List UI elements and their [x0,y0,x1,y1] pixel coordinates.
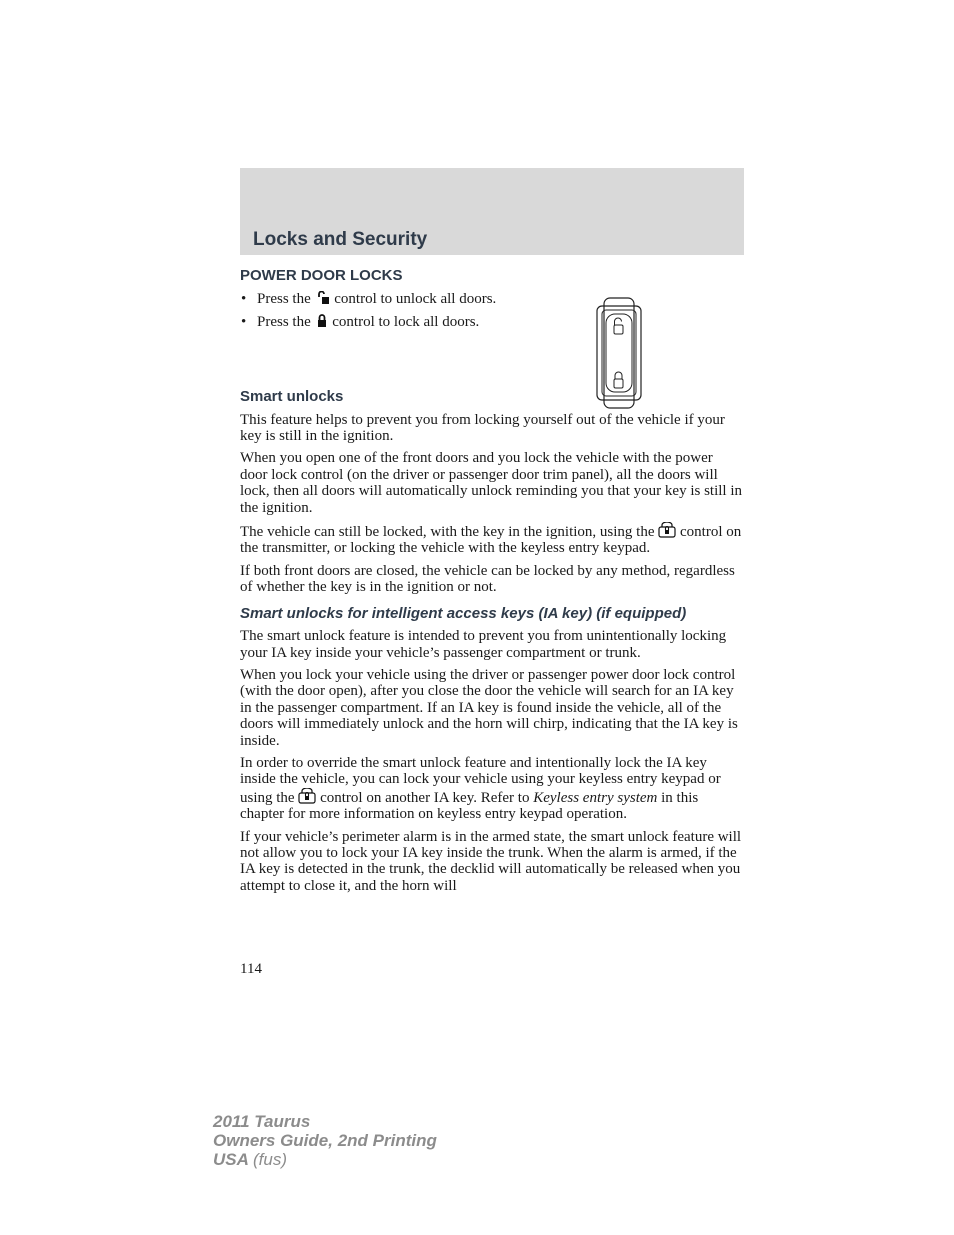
power-door-locks-heading: POWER DOOR LOCKS [240,267,403,284]
bullet-icon: • [241,313,247,330]
list-item: • Press the control to lock all doors. [241,313,480,330]
paragraph: If both front doors are closed, the vehicle can be locked by any method, regardless of whether the key is in the ignition or not. [240,562,735,596]
ia-key-heading: Smart unlocks for intelligent access keys (IA key) (if equipped) [240,604,687,622]
footer-line: 2011 Taurus [213,1112,311,1131]
footer-imprint [213,1112,437,1169]
list-item: • Press the control to unlock all doors. [241,291,497,308]
paragraph: This feature helps to prevent you from locking yourself out of the vehicle if your key is still in the ignition. [240,411,725,445]
page-body [240,264,744,900]
power-door-locks-list [240,291,510,330]
paragraph: When you lock your vehicle using the driver or passenger power door lock control (with the door open), after you close the door the vehicle will search for an IA key in the passenger compartment. If an IA key is found inside the vehicle, all of the doors will immediately unlock and the horn will chirp, indicating that the IA key is inside. [240,666,738,749]
page-number: 114 [240,961,262,977]
paragraph: The vehicle can still be locked, with the key in the ignition, using the control on the transmitter, or locking the vehicle with the keyless entry keypad. [240,524,742,557]
section-title: Locks and Security [253,229,428,250]
transmitter-lock-icon [298,788,316,804]
section-header-band [240,168,744,255]
paragraph: The smart unlock feature is intended to prevent you from unintentionally locking your IA key inside your vehicle’s passenger compartment or trunk. [240,628,727,661]
bullet-icon: • [241,291,247,308]
paragraph: If your vehicle’s perimeter alarm is in the armed state, the smart unlock feature will not allow you to lock your IA key inside the trunk. When the alarm is armed, if the IA key is detected in the trunk, the decklid will automatically be released when you attempt to close it, and the horn will [240,828,742,894]
lock-icon [315,314,329,328]
unlock-icon [315,291,331,305]
paragraph: When you open one of the front doors and you lock the vehicle with the power door lock control (on the driver or passenger door trim panel), all the doors will lock, then all doors will automatically unlock reminding you that your key is still in the ignition. [240,450,743,516]
paragraph: In order to override the smart unlock feature and intentionally lock the IA key inside the vehicle, you can lock your vehicle using your keyless entry keypad or using the control on another IA key. Refer to Keyless entry system in this chapter for more information on keyless entry keypad operation. [240,754,721,823]
footer-line: USA (fus) [213,1150,287,1169]
transmitter-lock-icon [658,522,676,538]
footer-line: Owners Guide, 2nd Printing [213,1131,437,1150]
smart-unlocks-heading: Smart unlocks [240,388,344,406]
keyless-entry-reference: Keyless entry system [533,789,658,806]
